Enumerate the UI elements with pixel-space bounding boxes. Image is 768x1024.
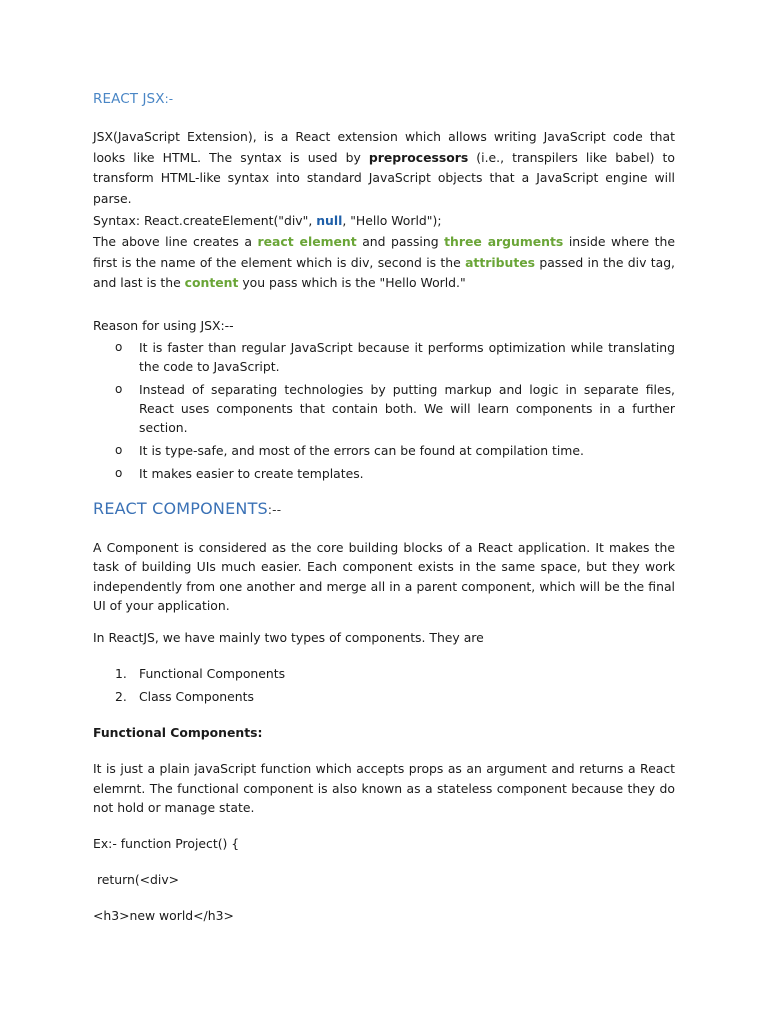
text-run: and passing [356, 234, 445, 249]
components-intro-paragraph: A Component is considered as the core building blocks of a React application. It makes the task of building UIs much easier. Each component exists in the same space, but they work independently from one another and merge all in a parent component, which will be the final UI of your application. [93, 540, 675, 613]
components-types-paragraph: In ReactJS, we have mainly two types of components. They are [93, 630, 484, 645]
reason-label: Reason for using JSX:-- [93, 318, 234, 333]
keyword-react-element: react element [257, 234, 357, 249]
text-run: inside where the first is the name of the element which is div, second is the [93, 234, 675, 270]
list-item: Instead of separating technologies by putting markup and logic in separate files, React uses components that contain both. We will learn components in a further section. [139, 382, 675, 435]
text-run: you pass which is the "Hello World." [238, 275, 466, 290]
text-run: passed in the div tag, and last is the [93, 254, 675, 290]
jsx-heading-text: REACT JSX [93, 91, 165, 107]
list-number: 1. [115, 666, 127, 681]
jsx-heading [93, 91, 173, 107]
components-heading [93, 499, 281, 518]
keyword-attributes: attributes [465, 254, 536, 270]
components-heading-text: REACT COMPONENTS [93, 499, 268, 518]
functional-heading: Functional Components: [93, 725, 263, 740]
components-heading-suffix: :-- [267, 503, 282, 517]
jsx-explanation-paragraph [93, 232, 675, 294]
code-line: Ex:- function Project() { [93, 836, 240, 851]
functional-paragraph: It is just a plain javaScript function which accepts props as an argument and returns a React elemrnt. The functional component is also known as a stateless component because they do not hold or manage state. [93, 761, 675, 815]
jsx-intro-paragraph [93, 127, 675, 209]
keyword-content: content [184, 275, 239, 290]
syntax-line [93, 211, 675, 232]
bullet-marker: o [115, 466, 123, 480]
list-item: Class Components [139, 689, 254, 704]
text-run: JSX(JavaScript Extension), is a React extension which allows writing JavaScript code that looks like HTML. The syntax is used by [93, 129, 675, 165]
keyword-three-arguments: three arguments [444, 234, 564, 249]
list-item: Functional Components [139, 666, 286, 681]
bullet-marker: o [115, 443, 123, 457]
list-item: It is type-safe, and most of the errors can be found at compilation time. [139, 443, 584, 458]
text-run: The above line creates a [93, 234, 258, 249]
code-line: return(<div> [93, 872, 180, 887]
code-line: <h3>new world</h3> [93, 908, 234, 923]
bullet-marker: o [115, 340, 123, 354]
text-run: (i.e., transpilers like babel) to transform HTML-like syntax into standard JavaScript objects that a JavaScript engine will parse. [93, 149, 675, 206]
keyword-null: null [316, 213, 343, 228]
bullet-marker: o [115, 382, 123, 396]
text-run: Syntax: React.createElement("div", [93, 213, 317, 228]
list-item: It makes easier to create templates. [139, 466, 364, 481]
text-run: , "Hello World"); [342, 213, 442, 228]
jsx-heading-suffix: :- [164, 92, 174, 106]
keyword-preprocessors: preprocessors [368, 149, 469, 165]
list-number: 2. [115, 689, 127, 704]
list-item: It is faster than regular JavaScript because it performs optimization while translating the code to JavaScript. [139, 340, 675, 374]
